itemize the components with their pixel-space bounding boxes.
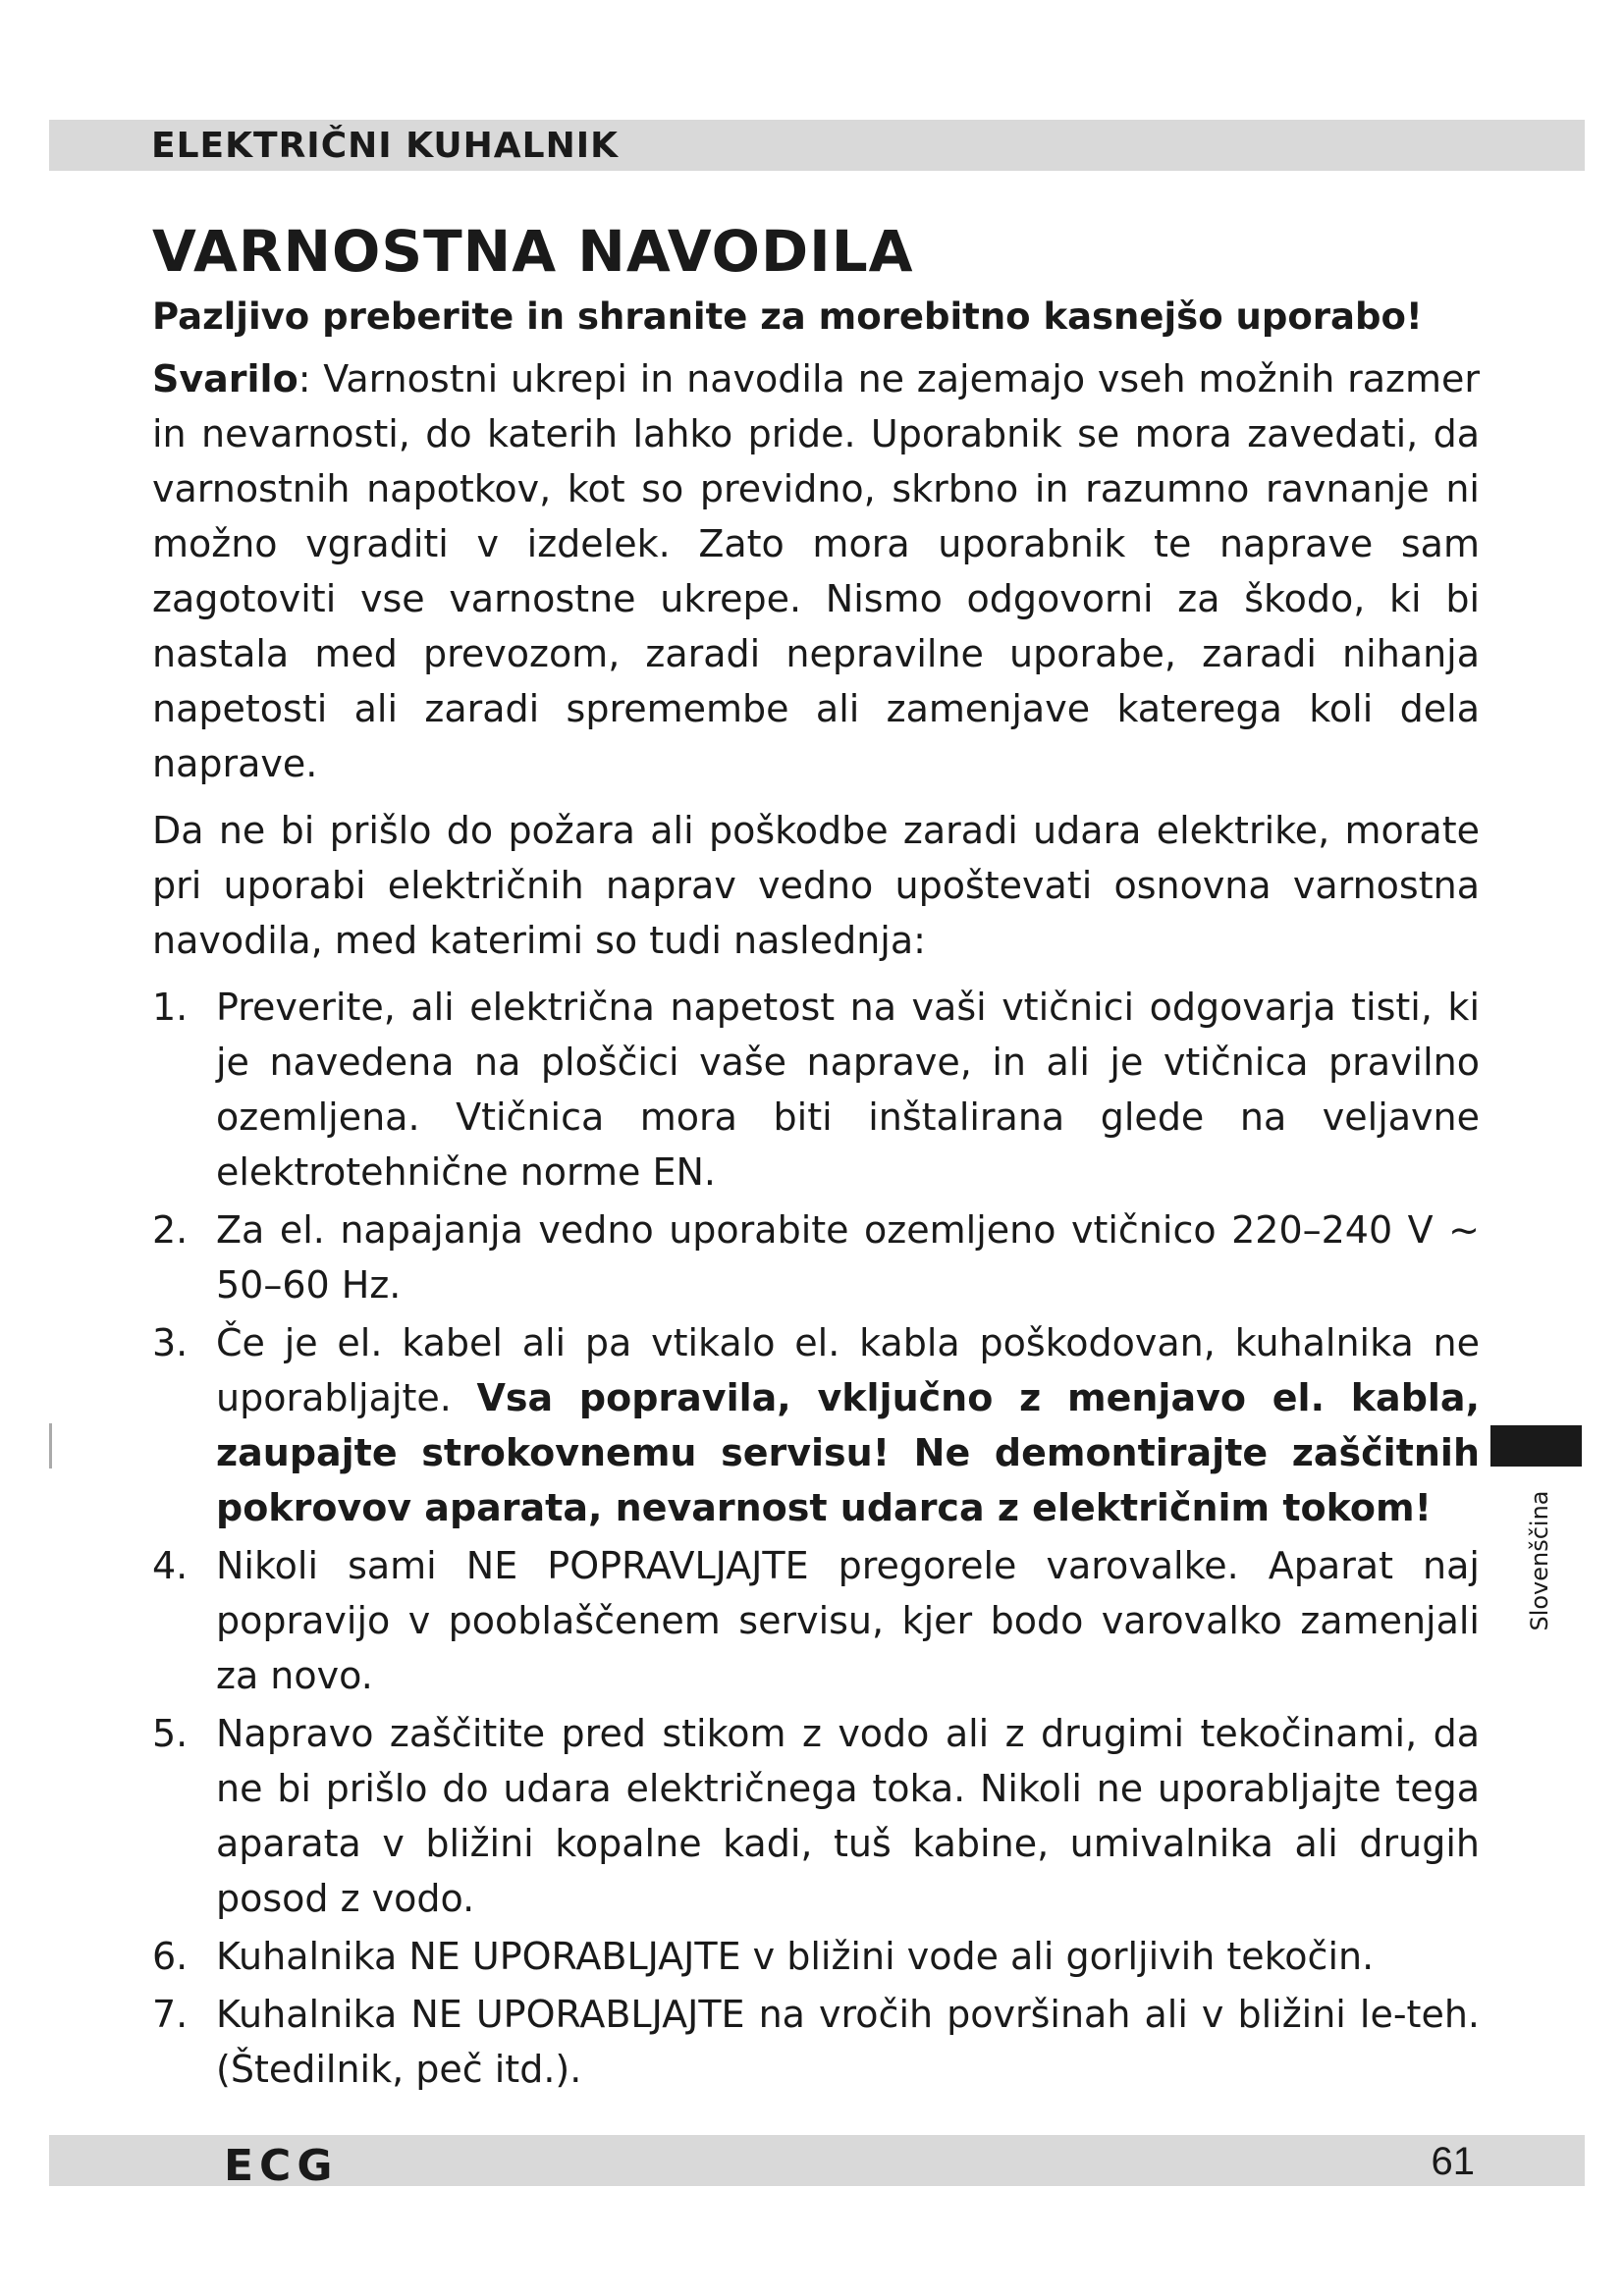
language-tab [1490, 1425, 1582, 1467]
item-number: 3. [152, 1321, 189, 1364]
item-number: 1. [152, 986, 189, 1029]
page-content [152, 214, 1480, 2100]
list-item [152, 980, 1480, 1200]
ecg-logo: ECG [224, 2141, 339, 2191]
list-item [152, 1538, 1480, 1703]
item-bold-warning: Vsa popravila, vključno z menjavo el. kabla, zaupajte strokovnemu servisu! Ne demontirajte zaščitnih pokrovov aparata, nevarnost udarca z električnim tokom! [216, 1376, 1481, 1529]
item-number: 5. [152, 1712, 189, 1755]
list-item [152, 1987, 1480, 2097]
list-item [152, 1202, 1480, 1312]
list-item [152, 1315, 1480, 1535]
list-item [152, 1929, 1480, 1984]
language-label: Slovenščina [1526, 1490, 1553, 1631]
item-text: Če je el. kabel ali pa vtikalo el. kabla poškodovan, kuhalnika ne uporabljajte. [216, 1321, 1480, 1419]
intro-paragraph: Da ne bi prišlo do požara ali poškodbe zaradi udara elektrike, morate pri uporabi električnih naprav vedno upoštevati osnovna varnostna navodila, med katerimi so tudi naslednja: [152, 809, 1480, 962]
item-number: 4. [152, 1544, 189, 1587]
warning-text: : Varnostni ukrepi in navodila ne zajemajo vseh možnih razmer in nevarnosti, do katerih lahko pride. Uporabnik se mora zavedati, da varnostnih napotkov, kot so previdno, skrbno in razumno ravnanje ni možno vgraditi v izdelek. Zato mora uporabnik te naprave sam zagotoviti vse varnostne ukrepe. Nismo odgovorni za škodo, ki bi nastala med prevozom, zaradi nepravilne uporabe, zaradi nihanja napetosti ali zaradi spremembe ali zamenjave katerega koli dela naprave. [152, 357, 1480, 785]
warning-paragraph [152, 351, 1480, 791]
instruction-list [152, 980, 1480, 2097]
item-number: 2. [152, 1208, 189, 1252]
page-subtitle: Pazljivo preberite in shranite za morebitno kasnejšo uporabo! [152, 295, 1423, 338]
item-text: Napravo zaščitite pred stikom z vodo ali z drugimi tekočinami, da ne bi prišlo do udara električnega toka. Nikoli ne uporabljajte tega aparata v bližini kopalne kadi, tuš kabine, umivalnika ali drugih posod z vodo. [216, 1712, 1480, 1920]
item-text: Nikoli sami NE POPRAVLJAJTE pregorele varovalke. Aparat naj popravijo v pooblaščenem servisu, kjer bodo varovalko zamenjali za novo. [216, 1544, 1480, 1697]
item-text: Preverite, ali električna napetost na vaši vtičnici odgovarja tisti, ki je navedena na ploščici vaše naprave, in ali je vtičnica pravilno ozemljena. Vtičnica mora biti inštalirana glede na veljavne elektrotehnične norme EN. [216, 986, 1480, 1194]
warning-label: Svarilo [152, 357, 298, 400]
header-bar [49, 120, 1585, 171]
item-number: 7. [152, 1993, 189, 2036]
footer-bar [49, 2135, 1585, 2191]
item-text: Kuhalnika NE UPORABLJAJTE na vročih površinah ali v bližini le-teh. (Štedilnik, peč itd.). [216, 1993, 1480, 2091]
page-title: VARNOSTNA NAVODILA [152, 218, 914, 285]
item-text: Za el. napajanja vedno uporabite ozemljeno vtičnico 220–240 V ~ 50–60 Hz. [216, 1208, 1480, 1307]
item-text: Kuhalnika NE UPORABLJAJTE v bližini vode ali gorljivih tekočin. [216, 1935, 1375, 1978]
page-number: 61 [1431, 2140, 1475, 2183]
list-item [152, 1706, 1480, 1926]
page-edge-mark [49, 1423, 52, 1468]
section-title: ELEKTRIČNI KUHALNIK [151, 126, 620, 166]
item-number: 6. [152, 1935, 189, 1978]
